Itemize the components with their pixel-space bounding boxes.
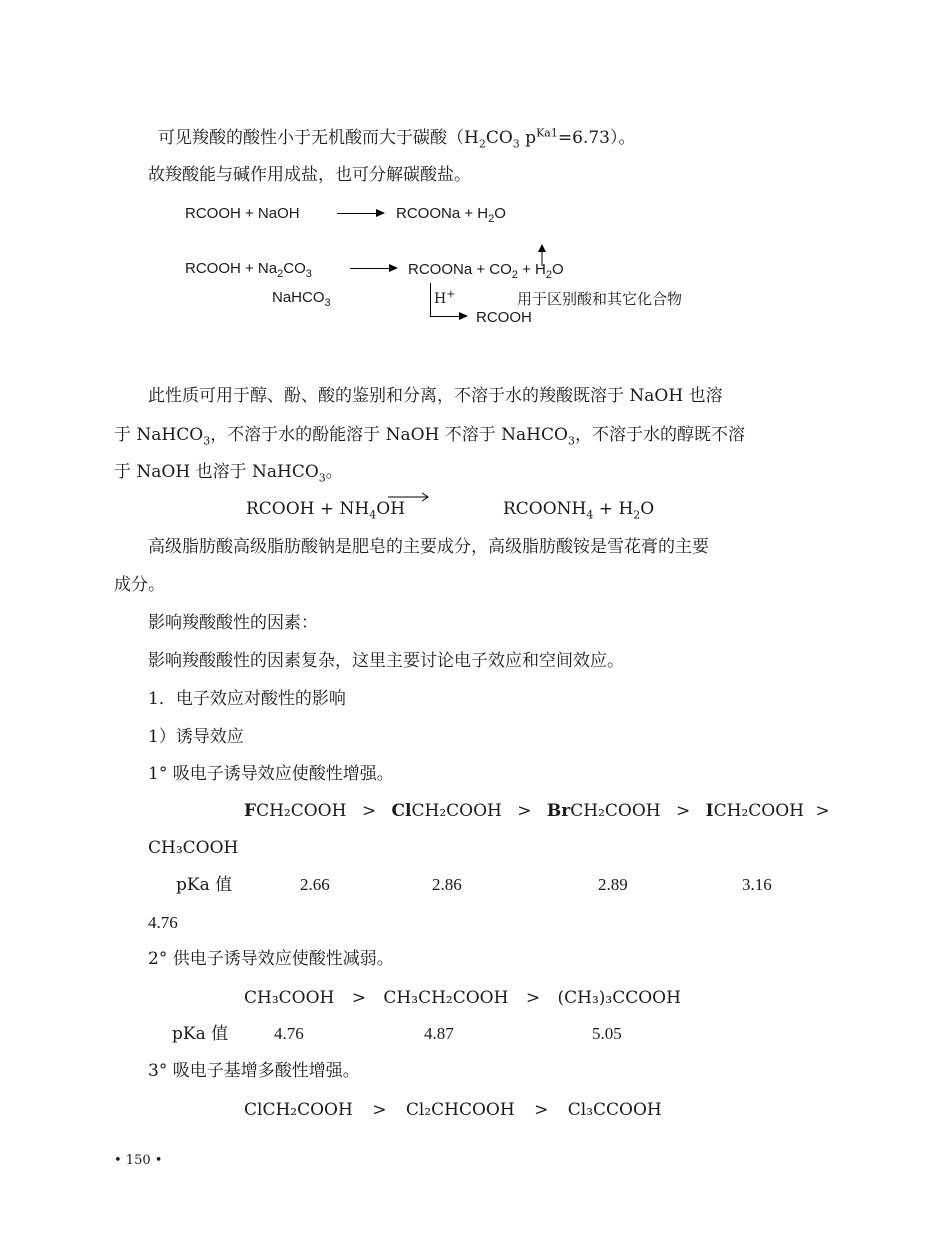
reaction-1-reactants: RCOOH + NaOH	[185, 205, 300, 222]
subscript: 3	[324, 297, 331, 309]
text: RCOOH + NH	[246, 499, 370, 519]
subscript: 2	[633, 508, 641, 522]
text: Cl	[391, 801, 412, 821]
text: Br	[546, 801, 571, 821]
text: 可见羧酸的酸性小于无机酸而大于碳酸（H	[158, 128, 479, 148]
paragraph-soap-line-2: 成分。	[114, 575, 165, 595]
text: CH₂COOH	[713, 801, 804, 821]
greater-than: >	[534, 1100, 549, 1120]
text: RCOONa + H	[396, 205, 489, 222]
reaction-2-note: 用于区别酸和其它化合物	[517, 290, 683, 308]
text: Cl₂CHCOOH	[405, 1100, 515, 1120]
paragraph-separation-line-1: 此性质可用于醇、酚、酸的鉴别和分离，不溶于水的羧酸既溶于 NaOH 也溶	[148, 386, 723, 406]
paragraph-separation-line-2	[114, 424, 745, 446]
subheading-electronic-effect: 1．电子效应对酸性的影响	[148, 689, 346, 709]
greater-than: >	[351, 988, 367, 1008]
paragraph-factors-intro: 影响羧酸酸性的因素复杂，这里主要讨论电子效应和空间效应。	[148, 651, 624, 671]
subscript: 2	[277, 268, 284, 280]
text: p	[519, 128, 537, 148]
text: RCOONH	[503, 499, 587, 519]
series-1-halo-acids	[244, 800, 836, 822]
point-electron-withdrawing: 1° 吸电子诱导效应使酸性增强。	[148, 764, 394, 784]
subscript: 3	[567, 434, 575, 448]
text: O	[551, 261, 564, 278]
paragraph-separation-line-3	[114, 461, 343, 483]
greater-than: >	[815, 801, 830, 821]
text: O	[640, 499, 655, 519]
text: =6.73）。	[557, 128, 636, 148]
reaction-1-products	[396, 203, 506, 225]
reaction-2-acid-reagent	[434, 288, 455, 310]
reaction-2-reactants	[185, 258, 312, 280]
subscript: 2	[478, 137, 486, 151]
series-3-chloro-acids	[244, 1099, 662, 1121]
text: CH₂COOH	[256, 801, 347, 821]
series-1-pka-value: 4.76	[148, 913, 178, 932]
point-electron-donating: 2° 供电子诱导效应使酸性减弱。	[148, 949, 394, 969]
subscript: 2	[545, 269, 552, 281]
text: RCOONa + CO	[408, 261, 512, 278]
text: CO	[485, 128, 513, 148]
text: RCOOH + Na	[185, 260, 278, 277]
subscript: 4	[586, 508, 594, 522]
text: (CH₃)₃CCOOH	[557, 988, 681, 1008]
paragraph-soap-line-1: 高级脂肪酸高级脂肪酸钠是肥皂的主要成分，高级脂肪酸铵是雪花膏的主要	[148, 537, 709, 557]
reaction-2-branch-arrow	[430, 316, 466, 317]
gas-evolution-arrow-icon	[537, 244, 547, 266]
paragraph-acidity-comparison	[158, 127, 635, 149]
series-2-pka-value: 4.87	[424, 1024, 454, 1043]
reaction-2-alt-reagent	[272, 287, 331, 309]
series-1-pka-value: 2.66	[300, 875, 330, 894]
section-heading-factors: 影响羧酸酸性的因素：	[148, 613, 318, 633]
reaction-2-arrow	[350, 268, 396, 269]
text: CO	[283, 260, 306, 277]
superscript: Ka1	[536, 126, 558, 140]
point-more-withdrawing-groups: 3° 吸电子基增多酸性增强。	[148, 1061, 360, 1081]
greater-than: >	[676, 801, 691, 821]
reaction-1-arrow	[337, 213, 383, 214]
reversible-arrow-icon	[388, 492, 432, 502]
reaction-3-reactants	[246, 498, 405, 520]
subscript: 3	[318, 471, 326, 485]
text: + H	[593, 499, 634, 519]
text: + H	[517, 261, 546, 278]
text: ClCH₂COOH	[244, 1100, 353, 1120]
text: I	[705, 801, 714, 821]
series-1-pka-value: 2.86	[432, 875, 462, 894]
paragraph-salt-formation: 故羧酸能与碱作用成盐，也可分解碳酸盐。	[148, 165, 471, 185]
page-number: • 150 •	[114, 1153, 163, 1168]
subscript: 4	[369, 508, 377, 522]
series-1-pka-label: pKa 值	[176, 875, 233, 895]
reaction-3-products	[503, 498, 654, 520]
greater-than: >	[525, 988, 541, 1008]
text: 于 NaOH 也溶于 NaHCO	[114, 462, 319, 482]
subscript: 2	[511, 269, 518, 281]
greater-than: >	[361, 801, 377, 821]
subscript: 2	[488, 213, 495, 225]
superscript: +	[446, 287, 456, 301]
text: ，不溶于水的醇既不溶	[574, 425, 745, 445]
series-2-pka-label: pKa 值	[172, 1024, 229, 1044]
series-2-pka-value: 5.05	[592, 1024, 622, 1043]
subscript: 3	[512, 137, 520, 151]
text: CH₂COOH	[411, 801, 502, 821]
subheading-inductive-effect: 1）诱导效应	[148, 727, 244, 747]
series-2-pka-value: 4.76	[274, 1024, 304, 1043]
series-1-pka-value: 3.16	[742, 875, 772, 894]
series-2-alkyl-acids	[244, 987, 681, 1009]
series-1-acetic-acid: CH₃COOH	[148, 838, 239, 858]
text: ，不溶于水的酚能溶于 NaOH 不溶于 NaHCO	[210, 425, 568, 445]
text: OH	[376, 499, 406, 519]
text: CH₃COOH	[244, 988, 335, 1008]
text: F	[244, 801, 257, 821]
text: 。	[325, 462, 343, 482]
greater-than: >	[372, 1100, 387, 1120]
text: NaHCO	[272, 289, 325, 306]
text: CH₃CH₂COOH	[383, 988, 509, 1008]
greater-than: >	[517, 801, 532, 821]
reaction-2-branch-line	[430, 283, 431, 317]
series-1-pka-value: 2.89	[598, 875, 628, 894]
text: O	[494, 205, 506, 222]
subscript: 3	[305, 268, 312, 280]
text: Cl₃CCOOH	[567, 1100, 662, 1120]
text: CH₂COOH	[570, 801, 661, 821]
text: 于 NaHCO	[114, 425, 204, 445]
text: H	[434, 291, 447, 307]
subscript: 3	[203, 434, 211, 448]
reaction-2-regenerated-acid: RCOOH	[476, 309, 532, 326]
